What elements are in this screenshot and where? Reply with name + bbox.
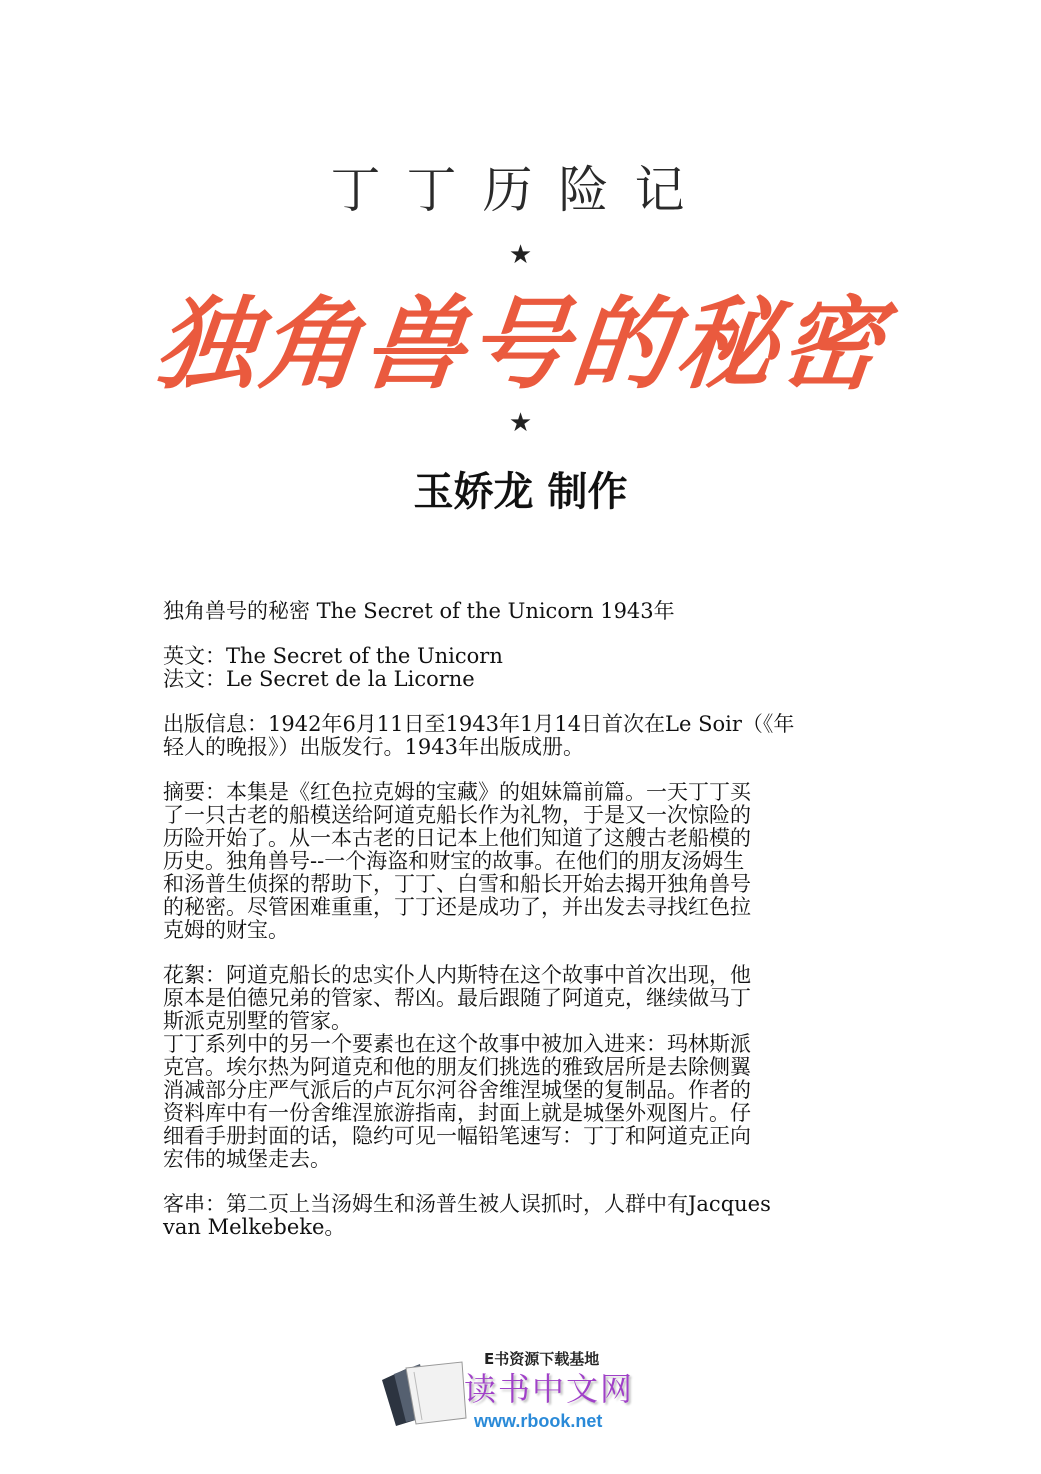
text-line: 的秘密。尽管困难重重，丁丁还是成功了，并出发去寻找红色拉 [163, 895, 751, 919]
site-logo [378, 1350, 658, 1434]
text-line: 出版信息：1942年6月11日至1943年1月14日首次在Le Soir（《年 [163, 712, 795, 736]
logo-url: www.rbook.net [474, 1411, 603, 1431]
body-text [163, 600, 903, 1261]
author-credit: 玉娇龙 制作 [413, 468, 628, 515]
paragraph [163, 713, 903, 759]
text-line: 消减部分庄严气派后的卢瓦尔河谷舍维涅城堡的复制品。作者的 [163, 1078, 751, 1102]
text-line: 历史。独角兽号--一个海盗和财宝的故事。在他们的朋友汤姆生 [163, 849, 745, 873]
text-line: 资料库中有一份舍维涅旅游指南，封面上就是城堡外观图片。仔 [163, 1101, 751, 1125]
text-line: 客串：第二页上当汤姆生和汤普生被人误抓时，人群中有Jacques [163, 1192, 771, 1216]
text-line: 细看手册封面的话，隐约可见一幅铅笔速写：丁丁和阿道克正向 [163, 1124, 751, 1148]
series-title: 丁丁历险记 [330, 161, 711, 219]
text-line: 克姆的财宝。 [163, 918, 289, 942]
paragraph [163, 964, 903, 1171]
text-line: 轻人的晚报》）出版发行。1943年出版成册。 [163, 735, 584, 759]
star-icon: ★ [508, 408, 533, 438]
logo-name: 读书中文网 [464, 1370, 635, 1408]
text-line: 克宫。埃尔热为阿道克和他的朋友们挑选的雅致居所是去除侧翼 [163, 1055, 751, 1079]
text-line: van Melkebeke。 [163, 1215, 346, 1239]
paragraph [163, 1193, 903, 1239]
book-title: 独角兽号的秘密 [150, 285, 891, 403]
text-line: 原本是伯德兄弟的管家、帮凶。最后跟随了阿道克，继续做马丁 [163, 986, 751, 1010]
logo-tagline: E书资源下载基地 [484, 1350, 600, 1368]
text-line: 丁丁系列中的另一个要素也在这个故事中被加入进来：玛林斯派 [163, 1032, 751, 1056]
text-line: 了一只古老的船模送给阿道克船长作为礼物，于是又一次惊险的 [163, 803, 751, 827]
star-icon: ★ [508, 240, 533, 270]
text-line: 历险开始了。从一本古老的日记本上他们知道了这艘古老船模的 [163, 826, 751, 850]
text-line: 法文：Le Secret de la Licorne [163, 667, 475, 691]
text-line: 斯派克别墅的管家。 [163, 1009, 352, 1033]
text-line: 宏伟的城堡走去。 [163, 1147, 331, 1171]
text-line: 和汤普生侦探的帮助下，丁丁、白雪和船长开始去揭开独角兽号 [163, 872, 751, 896]
paragraph [163, 645, 903, 691]
paragraph [163, 600, 903, 623]
text-line: 摘要：本集是《红色拉克姆的宝藏》的姐妹篇前篇。一天丁丁买 [163, 780, 751, 804]
text-line: 独角兽号的秘密 The Secret of the Unicorn 1943年 [163, 599, 675, 623]
books-icon [378, 1360, 468, 1426]
paragraph [163, 781, 903, 942]
text-line: 英文：The Secret of the Unicorn [163, 644, 503, 668]
text-line: 花絮：阿道克船长的忠实仆人内斯特在这个故事中首次出现，他 [163, 963, 751, 987]
